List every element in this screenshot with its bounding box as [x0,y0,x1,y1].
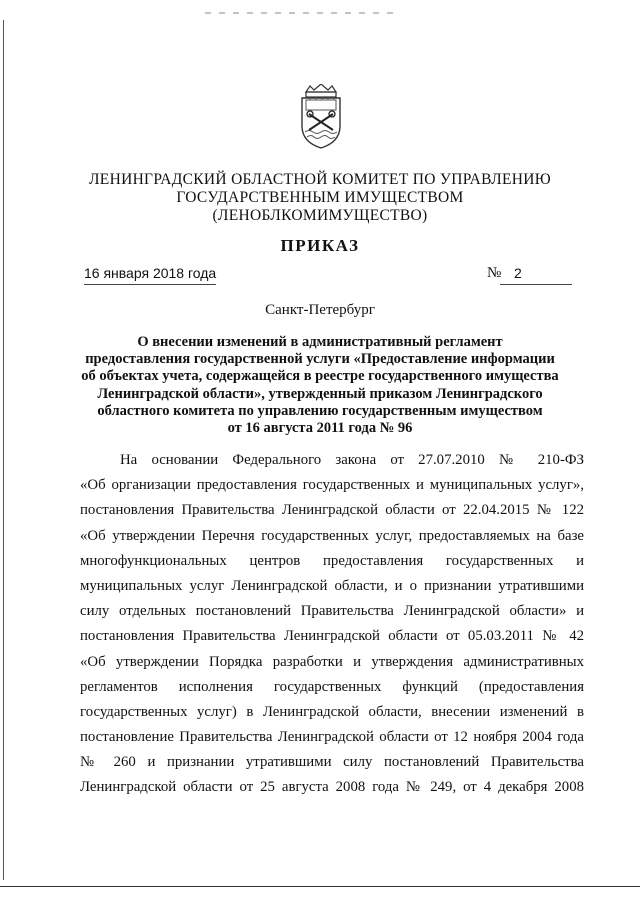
document-date: 16 января 2018 года [84,265,217,281]
title-line: областного комитета по управлению государственным имуществом [97,402,543,419]
body-line: На основании Федерального закона от 27.07.2010 № 210-ФЗ [120,452,584,468]
scan-artifact-left [3,20,4,880]
date-underline [84,284,216,285]
title-line: предоставления государственной услуги «Предоставление информации [85,351,555,368]
organization-line-3: (ЛЕНОБЛКОМИМУЩЕСТВО) [212,207,428,224]
body-line: регламентов исполнения государственных функций (предоставления [80,678,584,695]
body-line: муниципальных услуг Ленинградской области, и о признании утратившими [80,577,584,594]
number-underline [500,284,572,285]
title-line: от 16 августа 2011 года № 96 [227,420,413,437]
scan-artifact-bottom [0,886,640,887]
organization-line-2: ГОСУДАРСТВЕННЫМ ИМУЩЕСТВОМ [176,189,464,206]
document-title [70,334,570,437]
body-line: постановления Правительства Ленинградской области от 22.04.2015 № 122 [80,502,584,519]
document-number: 2 [514,265,522,281]
title-line: об объектах учета, содержащейся в реестре государственного имущества [81,368,559,385]
body-line: постановления Правительства Ленинградской области от 05.03.2011 № 42 [80,628,584,645]
title-line: Ленинградской области», утвержденный приказом Ленинградского [97,385,543,402]
body-line: «Об утверждении Перечня государственных услуг, предоставляемых на базе [80,527,584,544]
body-line: многофункциональных центров предоставления государственных и [80,552,584,569]
body-line: «Об организации предоставления государственных и муниципальных услуг», [80,477,584,494]
scan-artifact-top [205,12,395,14]
body-line: «Об утверждении Порядка разработки и утверждения административных [80,653,584,670]
document-body [80,448,584,801]
coat-of-arms-emblem-icon [296,84,346,150]
body-line: государственных услуг) в Ленинградской области, внесении изменений в [80,703,584,720]
body-line: Ленинградской области от 25 августа 2008 года № 249, от 4 декабря 2008 [80,779,584,796]
body-line: постановление Правительства Ленинградской области от 12 ноября 2004 года [80,729,584,746]
organization-line-1: ЛЕНИНГРАДСКИЙ ОБЛАСТНОЙ КОМИТЕТ ПО УПРАВЛЕНИЮ [89,171,551,188]
body-line: № 260 и признании утратившими силу постановлений Правительства [80,754,584,771]
document-city: Санкт-Петербург [265,302,375,318]
body-line: силу отдельных постановлений Правительства Ленинградской области» и [80,603,584,620]
document-type: ПРИКАЗ [280,236,360,255]
title-line: О внесении изменений в административный регламент [137,334,503,350]
number-label: № [487,265,502,281]
